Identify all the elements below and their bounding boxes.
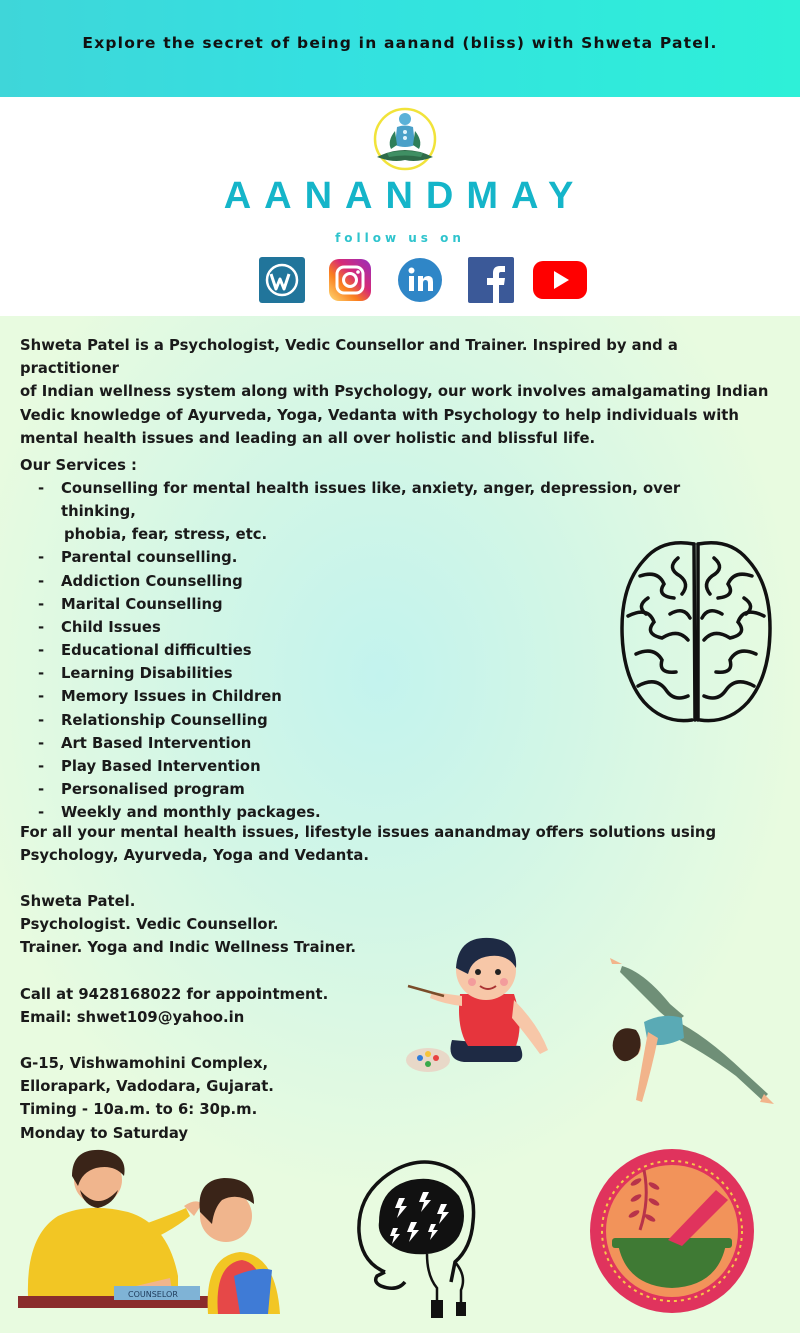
- list-item: - Personalised program: [20, 778, 740, 801]
- list-item: - Memory Issues in Children: [20, 685, 740, 708]
- closing-line: Psychology, Ayurveda, Yoga and Vedanta.: [20, 847, 370, 865]
- follow-us-label: follow us on: [335, 231, 465, 245]
- about-line: mental health issues and leading an all over holistic and blissful life.: [20, 429, 596, 447]
- facebook-icon[interactable]: [468, 257, 514, 303]
- list-item: - Learning Disabilities: [20, 662, 740, 685]
- contact-phone[interactable]: Call at 9428168022 for appointment.: [20, 985, 329, 1003]
- about-line: of Indian wellness system along with Psychology, our work involves amalgamating Indian: [20, 383, 769, 401]
- closing-paragraph: [20, 821, 760, 867]
- contact-address: Ellorapark, Vadodara, Gujarat.: [20, 1078, 274, 1096]
- contact-role: Psychologist. Vedic Counsellor.: [20, 916, 279, 934]
- brain-illustration: [618, 536, 774, 728]
- contact-block: [20, 890, 440, 1145]
- service-label-cont: phobia, fear, stress, etc.: [64, 526, 268, 544]
- mind-circuit-illustration: [355, 1152, 479, 1320]
- service-label: Counselling for mental health issues like, anxiety, anger, depression, over thinking,: [61, 480, 681, 521]
- closing-line: For all your mental health issues, lifestyle issues aanandmay offers solutions using: [20, 824, 717, 841]
- top-banner: [0, 0, 800, 97]
- wordpress-icon[interactable]: [259, 257, 305, 303]
- list-item: - Parental counselling.: [20, 546, 740, 569]
- contact-days: Monday to Saturday: [20, 1124, 189, 1142]
- contact-role: Trainer. Yoga and Indic Wellness Trainer.: [20, 939, 356, 957]
- main-content: [0, 316, 800, 1333]
- counselor-sign: COUNSELOR: [128, 1290, 178, 1299]
- list-item: - Child Issues: [20, 616, 740, 639]
- instagram-icon[interactable]: [327, 257, 373, 303]
- list-item: - Educational difficulties: [20, 639, 740, 662]
- yoga-pose-illustration: [604, 954, 776, 1104]
- contact-address: G-15, Vishwamohini Complex,: [20, 1055, 269, 1073]
- contact-email[interactable]: Email: shwet109@yahoo.in: [20, 1008, 245, 1026]
- services-heading: Our Services :: [20, 457, 137, 474]
- list-item: - Art Based Intervention: [20, 732, 740, 755]
- contact-name: Shweta Patel.: [20, 893, 136, 910]
- brand-title: AANANDMAY: [223, 175, 587, 217]
- counselor-illustration: [18, 1146, 308, 1316]
- about-line: Shweta Patel is a Psychologist, Vedic Counsellor and Trainer. Inspired by and a practitioner: [20, 337, 678, 378]
- tagline: Explore the secret of being in aanand (bliss) with Shweta Patel.: [82, 34, 718, 52]
- child-painting-illustration: [398, 928, 558, 1088]
- list-item: - Play Based Intervention: [20, 755, 740, 778]
- linkedin-icon[interactable]: [397, 257, 443, 303]
- about-line: Vedic knowledge of Ayurveda, Yoga, Vedanta with Psychology to help individuals with: [20, 406, 739, 424]
- about-paragraph: [20, 334, 770, 450]
- list-item: - Relationship Counselling: [20, 709, 740, 732]
- list-item: - Weekly and monthly packages.: [20, 801, 740, 824]
- ayurveda-emblem-illustration: [588, 1146, 756, 1316]
- contact-timing: Timing - 10a.m. to 6: 30p.m.: [20, 1101, 258, 1119]
- header: [0, 97, 800, 316]
- list-item: - Marital Counselling: [20, 593, 740, 616]
- meditation-logo-icon: [367, 105, 443, 181]
- list-item: - Addiction Counselling: [20, 570, 740, 593]
- youtube-icon[interactable]: [532, 257, 588, 303]
